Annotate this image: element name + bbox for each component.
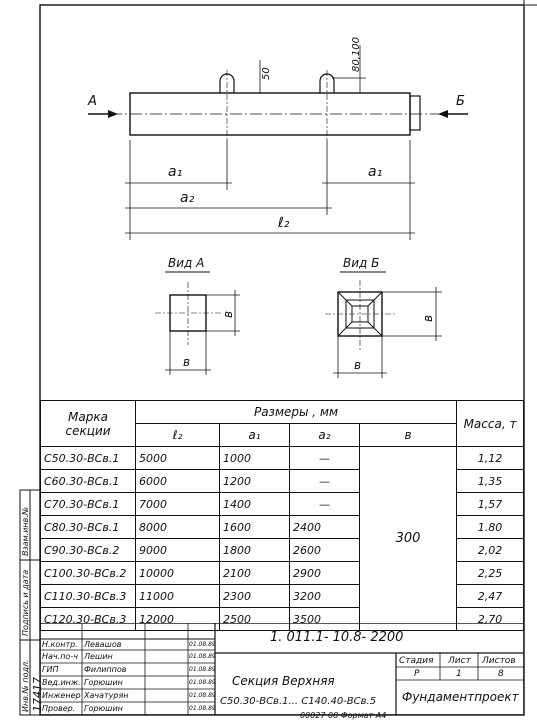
header-a2: a₂ xyxy=(290,424,360,447)
cell-a1: 1000 xyxy=(220,447,290,470)
role-label: Нач.по-ч xyxy=(42,652,78,661)
cell-b: 300 xyxy=(360,447,457,631)
role-label: Н.контр. xyxy=(42,640,78,649)
stage-label: Стадия xyxy=(399,656,434,666)
cell-mass: 2,70 xyxy=(457,608,524,631)
cell-a1: 2300 xyxy=(220,585,290,608)
sheet-label: Лист xyxy=(448,656,471,666)
cell-l2: 10000 xyxy=(136,562,220,585)
cell-a1: 1600 xyxy=(220,516,290,539)
cell-a2: — xyxy=(290,447,360,470)
cell-a2: 3500 xyxy=(290,608,360,631)
replace-label: Взам.инв.№ xyxy=(21,506,30,556)
role-date: 01.08.89 xyxy=(189,666,216,673)
spec-table xyxy=(40,400,524,631)
cell-mass: 2,25 xyxy=(457,562,524,585)
document-subtitle: С50.30-ВСв.1... С140.40-ВСв.5 xyxy=(220,696,377,707)
cell-a1: 1200 xyxy=(220,470,290,493)
role-name: Левашов xyxy=(84,640,122,649)
cell-l2: 7000 xyxy=(136,493,220,516)
role-name: Филиппов xyxy=(84,665,127,674)
role-name: Хачатурян xyxy=(84,691,129,700)
cell-mark: С110.30-ВСв.3 xyxy=(41,585,136,608)
header-mark: Марка секции xyxy=(41,401,136,447)
view-a-dim-vertical: в xyxy=(221,310,235,318)
document-code: 1. 011.1- 10.8- 2200 xyxy=(270,630,404,645)
cell-mass: 1,35 xyxy=(457,470,524,493)
organization: Фундаментпроект xyxy=(402,690,519,704)
cell-a2: 2600 xyxy=(290,539,360,562)
cell-l2: 9000 xyxy=(136,539,220,562)
role-name: Лешин xyxy=(84,652,113,661)
cell-a2: 2900 xyxy=(290,562,360,585)
role-date: 01.08.89 xyxy=(189,679,216,686)
header-a1: a₁ xyxy=(220,424,290,447)
view-b-dim-horizontal: в xyxy=(354,358,362,372)
cell-a1: 1400 xyxy=(220,493,290,516)
cell-mass: 1,12 xyxy=(457,447,524,470)
cell-l2: 12000 xyxy=(136,608,220,631)
cell-l2: 6000 xyxy=(136,470,220,493)
cell-mark: С70.30-ВСв.1 xyxy=(41,493,136,516)
dim-a1-right: a₁ xyxy=(368,164,383,180)
role-name: Горюшин xyxy=(84,704,123,713)
cell-mass: 1,57 xyxy=(457,493,524,516)
sheet-value: 1 xyxy=(456,669,462,679)
cell-mark: С90.30-ВСв.2 xyxy=(41,539,136,562)
role-date: 01.08.89 xyxy=(189,641,216,648)
table-row xyxy=(41,447,524,470)
view-a-title: Вид А xyxy=(168,256,205,270)
cell-l2: 5000 xyxy=(136,447,220,470)
cell-mark: С50.30-ВСв.1 xyxy=(41,447,136,470)
cell-mark: С60.30-ВСв.1 xyxy=(41,470,136,493)
cell-a2: 3200 xyxy=(290,585,360,608)
cell-a2: — xyxy=(290,493,360,516)
view-b-title: Вид Б xyxy=(343,256,380,270)
role-label: Провер. xyxy=(42,704,76,713)
header-sizes: Размеры , мм xyxy=(136,401,457,424)
view-a-dim-horizontal: в xyxy=(183,355,191,369)
header-mass: Масса, т xyxy=(457,401,524,447)
header-l2: ℓ₂ xyxy=(136,424,220,447)
inventory-number: 17417 xyxy=(31,677,44,712)
dim-l2: ℓ₂ xyxy=(278,215,290,231)
cell-a1: 2500 xyxy=(220,608,290,631)
cell-l2: 8000 xyxy=(136,516,220,539)
arrow-label-a: А xyxy=(88,94,97,109)
role-label: ГИП xyxy=(42,665,59,674)
role-date: 01.08.89 xyxy=(189,705,216,712)
cell-mass: 2,47 xyxy=(457,585,524,608)
cell-mark: С80.30-ВСв.1 xyxy=(41,516,136,539)
view-b-dim-vertical: в xyxy=(421,314,435,322)
footer-format: 00027 08 Формат А4 xyxy=(300,711,387,720)
cell-mark: С120.30-ВСв.3 xyxy=(41,608,136,631)
dim-80-100: 80,100 xyxy=(351,37,362,72)
stage-value: Р xyxy=(414,669,420,679)
sheets-label: Листов xyxy=(482,656,516,666)
arrow-label-b: Б xyxy=(456,94,465,109)
role-date: 01.08.89 xyxy=(189,692,216,699)
role-name: Горюшин xyxy=(84,678,123,687)
cell-mass: 2,02 xyxy=(457,539,524,562)
cell-a1: 2100 xyxy=(220,562,290,585)
role-label: Вед.инж. xyxy=(42,678,81,687)
title-block xyxy=(40,623,524,715)
cell-mass: 1.80 xyxy=(457,516,524,539)
cell-a2: 2400 xyxy=(290,516,360,539)
dim-50: 50 xyxy=(261,67,272,80)
sheets-value: 8 xyxy=(498,669,504,679)
role-date: 01.08.89 xyxy=(189,653,216,660)
cell-a1: 1800 xyxy=(220,539,290,562)
dim-a1-left: a₁ xyxy=(168,164,183,180)
document-title: Секция Верхняя xyxy=(232,674,335,688)
cell-mark: С100.30-ВСв.2 xyxy=(41,562,136,585)
inventory-label: Инв.№ подл. xyxy=(21,659,30,712)
cell-l2: 11000 xyxy=(136,585,220,608)
role-label: Инженер xyxy=(42,691,81,700)
cell-a2: — xyxy=(290,470,360,493)
dim-a2: a₂ xyxy=(180,190,195,206)
sign-date-label: Подпись и дата xyxy=(21,569,30,636)
header-b: в xyxy=(360,424,457,447)
